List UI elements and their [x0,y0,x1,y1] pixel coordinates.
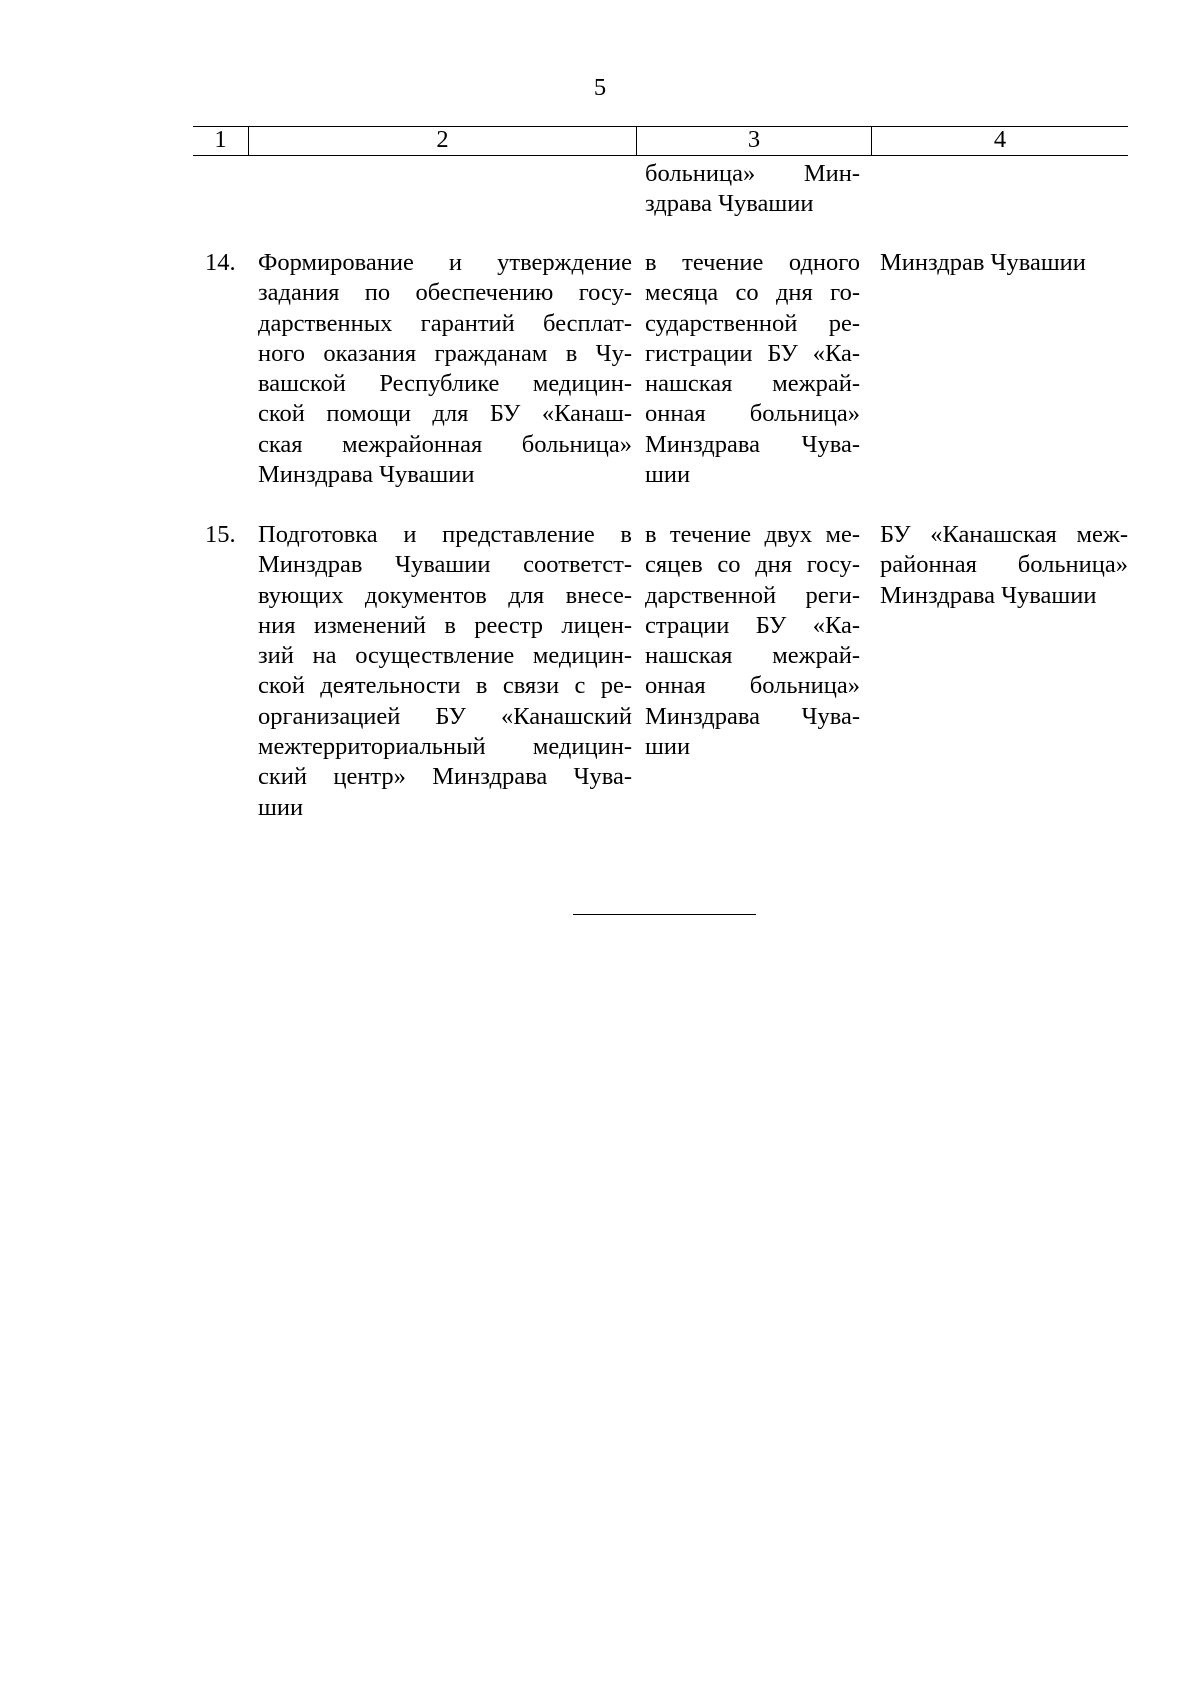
header-cell-3: 3 [636,127,871,155]
row-14-number: 14. [205,249,236,276]
text-line: Минздрава Чува- [645,430,860,458]
text-line: шии [258,793,304,821]
text-line: в течение двух ме- [645,521,860,548]
text-line: Формирование и утверждение [258,249,632,276]
text-line: здрава Чувашии [645,190,814,218]
text-line: в течение одного [645,249,860,276]
text-line: больница» Мин- [645,160,860,187]
text-line: страции БУ «Ка- [645,611,860,639]
text-line: Минздрава Чува- [645,702,860,730]
text-line: ного оказания гражданам в Чу- [258,339,632,367]
page-number: 5 [593,74,607,101]
text-line: шии [645,461,691,489]
row-14-col4 [880,248,1128,278]
text-line: вашской Республике медицин- [258,370,632,398]
text-line: вующих документов для внесе- [258,581,632,609]
text-line: межтерриториальный медицин- [258,733,632,761]
row-15-col4 [880,520,1128,611]
text-line: Минздрава Чувашии [880,581,1097,609]
continued-row-col3 [645,159,860,220]
header-cell-1: 1 [214,126,227,153]
row-15-number: 15. [205,521,236,548]
text-line: дарственной реги- [645,581,860,609]
text-line: ской деятельности в связи с ре- [258,672,632,700]
text-line: нашская межрай- [645,370,860,398]
text-line: месяца со дня го- [645,279,860,307]
row-14-col3 [645,248,860,490]
text-line: организацией БУ «Канашский [258,702,632,730]
text-line: Минздрава Чувашии [258,461,475,489]
text-line: онная больница» [645,672,860,700]
text-line: сударственной ре- [645,309,860,337]
row-15-col3 [645,520,860,762]
text-line: задания по обеспечению госу- [258,279,632,307]
text-line: ская межрайонная больница» [258,430,632,458]
text-line: БУ «Канашская меж- [880,521,1128,548]
text-line: Минздрав Чувашии соответст- [258,551,632,579]
text-line: онная больница» [645,400,860,428]
text-line: дарственных гарантий бесплат- [258,309,632,337]
text-line: ский центр» Минздрава Чува- [258,763,632,791]
text-line: ния изменений в реестр лицен- [258,611,632,639]
row-15-col2 [258,520,632,823]
text-line: Подготовка и представление в [258,521,632,548]
text-line: гистрации БУ «Ка- [645,339,860,367]
text-line: районная больница» [880,551,1128,579]
header-cell-2: 2 [248,127,636,155]
text-line: Минздрав Чувашии [880,249,1086,276]
text-line: зий на осуществление медицин- [258,642,632,670]
end-of-document-rule [573,914,756,915]
header-cell-4: 4 [871,127,1128,155]
text-line: сяцев со дня госу- [645,551,860,579]
text-line: ской помощи для БУ «Канаш- [258,400,632,428]
table-header-row [193,126,1128,156]
text-line: шии [645,733,691,761]
text-line: нашская межрай- [645,642,860,670]
row-14-col2 [258,248,632,490]
